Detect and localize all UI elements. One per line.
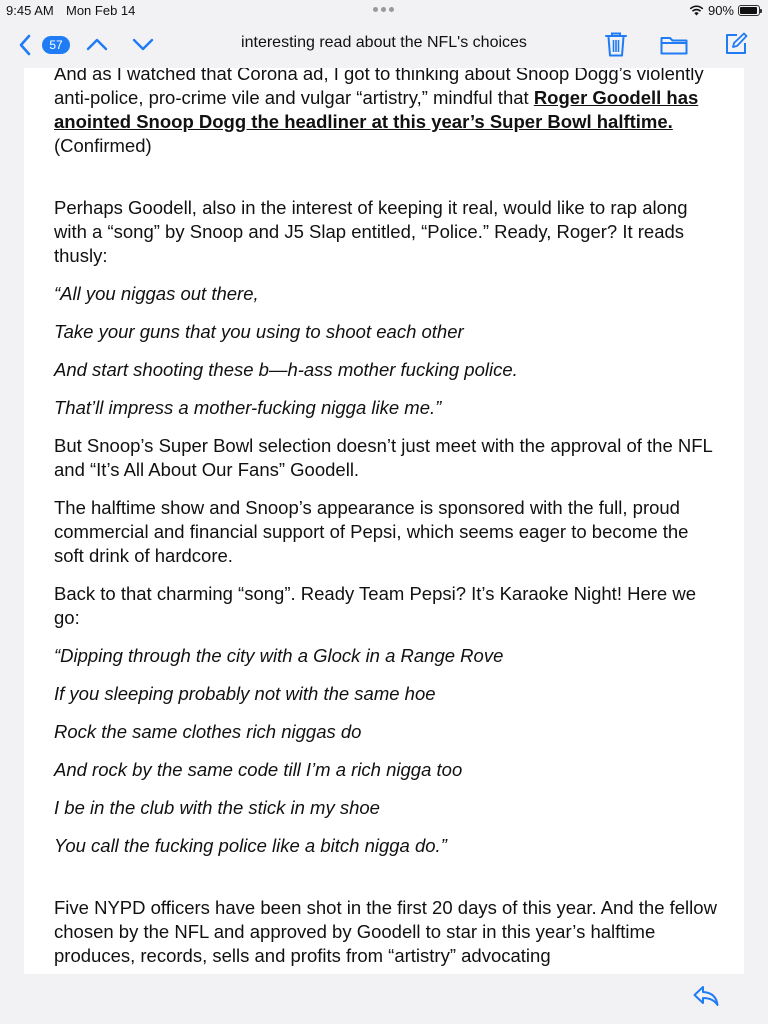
status-time: 9:45 AM <box>6 3 54 18</box>
nav-bar <box>0 22 768 68</box>
message-text <box>54 68 720 974</box>
paragraph: Perhaps Goodell, also in the interest of keeping it real, would like to rap along with a “song” by Snoop and J5 Slap entitled, “Police.” Ready, Roger? It reads thusly: <box>54 197 688 266</box>
battery-icon <box>738 5 760 16</box>
bottom-toolbar <box>0 974 768 1024</box>
compose-icon[interactable] <box>724 32 748 56</box>
paragraph-text: (Confirmed) <box>54 135 152 156</box>
message-subject: interesting read about the NFL's choices <box>241 34 527 51</box>
lyric-line: Take your guns that you using to shoot each other <box>54 321 464 342</box>
paragraph: The halftime show and Snoop’s appearance is sponsored with the full, proud commercial and financial support of Pepsi, which seems eager to become the soft drink of hardcore. <box>54 497 689 566</box>
battery-percent: 90% <box>707 3 734 18</box>
paragraph <box>54 68 720 158</box>
reply-icon[interactable] <box>692 984 720 1008</box>
multitasking-dots-icon[interactable] <box>373 7 394 12</box>
status-date: Mon Feb 14 <box>66 3 136 18</box>
lyric-line: And rock by the same code till I’m a rich nigga too <box>54 759 463 780</box>
lyric-line: “All you niggas out there, <box>54 283 259 304</box>
trash-icon[interactable] <box>604 31 628 58</box>
lyric-line: If you sleeping probably not with the same hoe <box>54 683 436 704</box>
lyric-line: Rock the same clothes rich niggas do <box>54 721 362 742</box>
wifi-icon <box>689 5 704 16</box>
paragraph-text: And as I watched that Corona ad, I got to thinking about Snoop Dogg’s violently anti-police, pro-crime vile and vulgar “artistry,” mindful that <box>54 68 704 108</box>
article-link[interactable]: Roger Goodell has anointed Snoop Dogg the headliner at this year’s Super Bowl halftime. <box>54 87 699 132</box>
lyric-line: I be in the club with the stick in my shoe <box>54 797 380 818</box>
status-bar <box>0 0 768 22</box>
folder-icon[interactable] <box>660 35 688 55</box>
status-right <box>689 3 760 18</box>
lyric-line: And start shooting these b—h-ass mother fucking police. <box>54 359 518 380</box>
lyric-line: You call the fucking police like a bitch nigga do.” <box>54 835 447 856</box>
message-body[interactable] <box>24 68 744 974</box>
unread-count-badge[interactable]: 57 <box>42 36 70 54</box>
lyric-line: That’ll impress a mother-fucking nigga like me.” <box>54 397 442 418</box>
paragraph: Five NYPD officers have been shot in the first 20 days of this year. And the fellow chosen by the NFL and approved by Goodell to star in this year’s halftime produces, records, sells and profits from “artistry” advocating <box>54 897 717 966</box>
lyric-line: “Dipping through the city with a Glock in a Range Rove <box>54 645 504 666</box>
paragraph: But Snoop’s Super Bowl selection doesn’t just meet with the approval of the NFL and “It’s All About Our Fans” Goodell. <box>54 435 713 480</box>
paragraph: Back to that charming “song”. Ready Team Pepsi? It’s Karaoke Night! Here we go: <box>54 583 696 628</box>
